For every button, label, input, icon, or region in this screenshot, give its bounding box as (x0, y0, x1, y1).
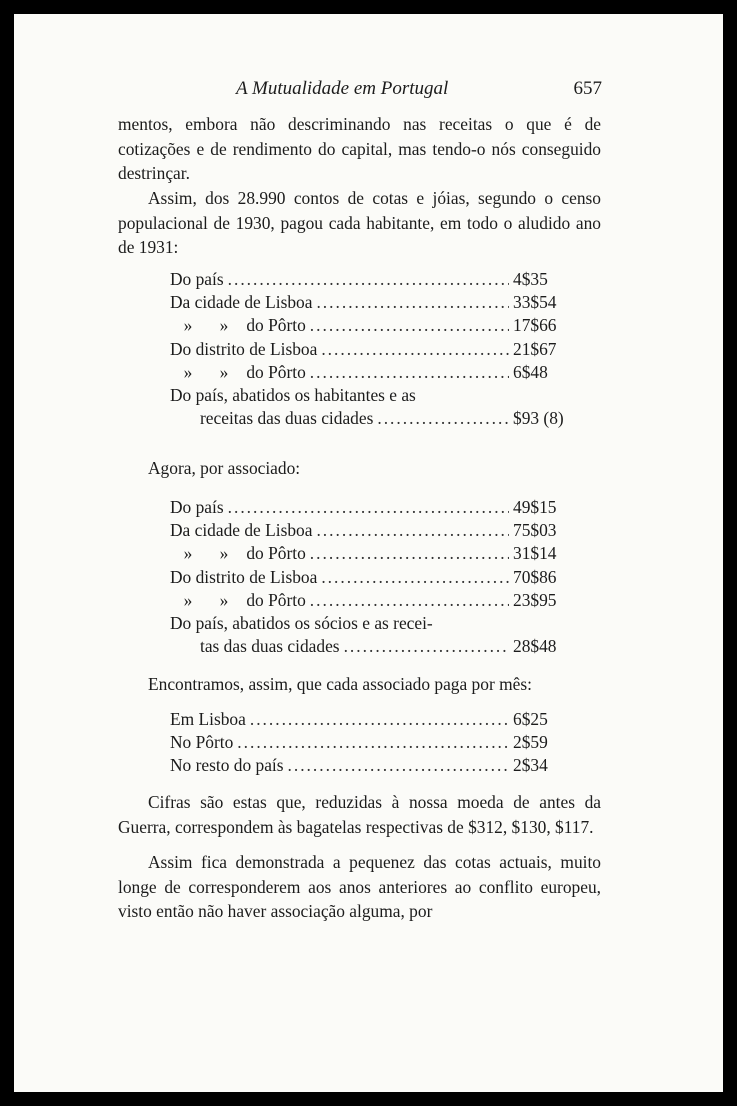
ditto-mark: » (183, 361, 193, 382)
row-label (170, 314, 306, 337)
table-row-continuation (170, 635, 595, 658)
row-value: 2$59 (513, 732, 548, 753)
dot-leader (310, 314, 509, 337)
table-row (170, 542, 595, 565)
table-per-member (170, 496, 595, 658)
table-row (170, 361, 595, 384)
paragraph-1-text: mentos, embora não descriminando nas receitas o que é de cotizações e de rendimento do capital, mas tendo-o nós conseguido destrinçar. (118, 114, 601, 184)
table-row (170, 496, 595, 519)
running-title: A Mutualidade em Portugal (236, 78, 449, 99)
page-header (14, 78, 723, 104)
row-label: Do país (170, 497, 224, 517)
row-label: Do país (170, 269, 224, 289)
table-row (170, 566, 595, 589)
row-label-text: do Pôrto (246, 589, 306, 610)
row-label: tas das duas cidades (200, 636, 340, 657)
paragraph-6-text: Assim fica demonstrada a pequenez das cotas actuais, muito longe de corresponderem aos anos anteriores ao conflito europeu, visto então não haver associação alguma, por (118, 852, 601, 922)
ditto-mark: » (183, 315, 193, 336)
paragraph-1 (118, 112, 601, 186)
table-row (170, 708, 595, 731)
dot-leader (237, 731, 509, 754)
table-row (170, 731, 595, 754)
dot-leader (250, 708, 509, 731)
paragraph-4-text: Encontramos, assim, que cada associado paga por mês: (148, 674, 532, 694)
dot-leader (321, 566, 509, 589)
row-label: Do distrito de Lisboa (170, 566, 318, 587)
table-per-inhabitant (170, 268, 595, 430)
row-label: No Pôrto (170, 732, 234, 753)
table-per-month (170, 708, 595, 778)
dot-leader (228, 268, 509, 291)
row-label-text: do Pôrto (246, 543, 306, 564)
dot-leader (344, 635, 509, 658)
row-value: 31$14 (513, 543, 557, 564)
row-value: 4$35 (513, 269, 548, 289)
ditto-mark: » (219, 543, 229, 564)
row-value: 23$95 (513, 589, 557, 610)
row-label: receitas das duas cidades (200, 408, 374, 429)
row-value: 33$54 (513, 292, 557, 313)
row-value: 75$03 (513, 520, 557, 541)
row-label: Da cidade de Lisboa (170, 292, 313, 313)
table-row (170, 384, 595, 407)
row-value: 6$25 (513, 709, 548, 729)
document-page (14, 14, 723, 1092)
paragraph-5 (118, 790, 601, 839)
row-value: 2$34 (513, 755, 548, 776)
paragraph-4 (118, 672, 601, 697)
dot-leader (228, 496, 509, 519)
dot-leader (316, 519, 509, 542)
row-label (170, 589, 306, 612)
table-row (170, 314, 595, 337)
dot-leader (310, 361, 509, 384)
row-value: 49$15 (513, 497, 557, 517)
row-value: 70$86 (513, 566, 557, 587)
dot-leader (321, 338, 509, 361)
table-row (170, 589, 595, 612)
paragraph-3-text: Agora, por associado: (148, 458, 301, 478)
row-value: $93 (8) (513, 408, 564, 429)
dot-leader (310, 542, 509, 565)
table-row (170, 519, 595, 542)
table-row (170, 291, 595, 314)
row-label: Da cidade de Lisboa (170, 520, 313, 541)
ditto-mark: » (219, 361, 229, 382)
ditto-mark: » (219, 589, 229, 610)
row-label: Em Lisboa (170, 709, 246, 729)
ditto-mark: » (183, 589, 193, 610)
page-number: 657 (573, 78, 602, 99)
table-row (170, 268, 595, 291)
paragraph-2 (118, 186, 601, 260)
dot-leader (310, 589, 509, 612)
row-label-text: do Pôrto (246, 361, 306, 382)
row-value: 6$48 (513, 361, 548, 382)
row-label: Do país, abatidos os habitantes e as (170, 385, 416, 406)
row-label: No resto do país (170, 755, 284, 776)
row-label (170, 361, 306, 384)
table-row (170, 612, 595, 635)
ditto-mark: » (183, 543, 193, 564)
dot-leader (316, 291, 509, 314)
row-label (170, 542, 306, 565)
dot-leader (377, 407, 509, 430)
row-label: Do país, abatidos os sócios e as recei- (170, 613, 433, 634)
table-row (170, 338, 595, 361)
paragraph-6 (118, 850, 601, 924)
ditto-mark: » (219, 315, 229, 336)
paragraph-5-text: Cifras são estas que, reduzidas à nossa moeda de antes da Guerra, correspondem às bagatelas respectivas de $312, $130, $117. (118, 792, 601, 837)
row-value: 21$67 (513, 338, 557, 359)
table-row (170, 754, 595, 777)
table-row-continuation (170, 407, 595, 430)
dot-leader (288, 754, 509, 777)
row-value: 28$48 (513, 636, 557, 657)
paragraph-2-text: Assim, dos 28.990 contos de cotas e jóias, segundo o censo populacional de 1930, pagou cada habitante, em todo o aludido ano de 1931: (118, 188, 601, 258)
row-label-text: do Pôrto (246, 315, 306, 336)
row-label: Do distrito de Lisboa (170, 338, 318, 359)
paragraph-3 (118, 456, 601, 481)
row-value: 17$66 (513, 315, 557, 336)
